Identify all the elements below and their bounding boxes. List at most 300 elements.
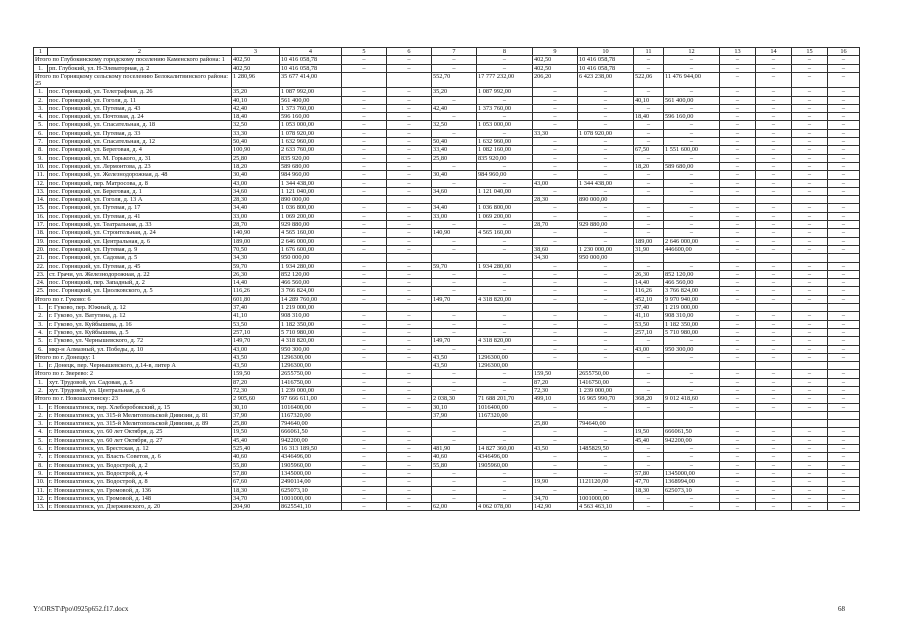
- row-number: 20.: [34, 245, 48, 253]
- value-cell: 1 373 760,00: [477, 104, 533, 112]
- value-cell: –: [828, 469, 860, 477]
- value-cell: –: [828, 221, 860, 229]
- value-cell: 19,50: [232, 428, 280, 436]
- value-cell: –: [432, 386, 477, 394]
- header-cell: 5: [342, 48, 387, 56]
- value-cell: –: [477, 478, 533, 486]
- value-cell: –: [432, 436, 477, 444]
- value-cell: [342, 72, 387, 87]
- value-cell: –: [578, 287, 634, 295]
- value-cell: –: [664, 337, 720, 345]
- value-cell: –: [756, 56, 792, 64]
- row-number: 5.: [34, 337, 48, 345]
- value-cell: –: [387, 395, 432, 403]
- value-cell: –: [387, 162, 432, 170]
- value-cell: –: [756, 370, 792, 378]
- value-cell: –: [578, 453, 634, 461]
- value-cell: –: [756, 245, 792, 253]
- value-cell: 43,00: [232, 179, 280, 187]
- value-cell: –: [387, 113, 432, 121]
- value-cell: –: [634, 64, 664, 72]
- row-number: 11.: [34, 171, 48, 179]
- value-cell: –: [664, 129, 720, 137]
- value-cell: –: [387, 370, 432, 378]
- value-cell: –: [342, 146, 387, 154]
- value-cell: 835 920,00: [280, 154, 342, 162]
- value-cell: –: [477, 270, 533, 278]
- table-row: [34, 362, 860, 370]
- value-cell: 31,90: [634, 245, 664, 253]
- row-number: 18.: [34, 229, 48, 237]
- value-cell: –: [792, 262, 828, 270]
- value-cell: –: [792, 378, 828, 386]
- value-cell: 18,20: [634, 162, 664, 170]
- value-cell: –: [342, 370, 387, 378]
- value-cell: –: [664, 378, 720, 386]
- value-cell: 43,00: [232, 345, 280, 353]
- value-cell: –: [756, 328, 792, 336]
- value-cell: 452,10: [634, 295, 664, 303]
- value-cell: –: [578, 328, 634, 336]
- table-row: [34, 320, 860, 328]
- value-cell: –: [578, 146, 634, 154]
- value-cell: [664, 420, 720, 428]
- value-cell: [720, 362, 756, 370]
- value-cell: 28,70: [533, 221, 578, 229]
- value-cell: –: [477, 469, 533, 477]
- value-cell: –: [533, 312, 578, 320]
- table-row: [34, 503, 860, 511]
- table-row: [34, 304, 860, 312]
- value-cell: –: [720, 395, 756, 403]
- value-cell: –: [792, 96, 828, 104]
- value-cell: –: [828, 237, 860, 245]
- document-sheet: [33, 47, 859, 511]
- value-cell: 28,30: [533, 196, 578, 204]
- value-cell: –: [828, 56, 860, 64]
- value-cell: –: [533, 237, 578, 245]
- value-cell: 1296300,00: [477, 362, 533, 370]
- value-cell: –: [792, 279, 828, 287]
- value-cell: –: [533, 96, 578, 104]
- value-cell: 890 000,00: [578, 196, 634, 204]
- value-cell: 149,70: [432, 295, 477, 303]
- value-cell: –: [342, 353, 387, 361]
- housing-table: [33, 47, 860, 511]
- value-cell: –: [578, 262, 634, 270]
- value-cell: –: [634, 494, 664, 502]
- value-cell: 16 965 990,70: [578, 395, 634, 403]
- value-cell: 950 000,00: [280, 254, 342, 262]
- value-cell: 33,30: [533, 129, 578, 137]
- value-cell: 1 182 350,00: [664, 320, 720, 328]
- value-cell: –: [828, 386, 860, 394]
- value-cell: –: [477, 312, 533, 320]
- value-cell: –: [387, 337, 432, 345]
- value-cell: –: [342, 453, 387, 461]
- value-cell: –: [634, 104, 664, 112]
- value-cell: 204,90: [232, 503, 280, 511]
- value-cell: –: [720, 204, 756, 212]
- value-cell: 257,10: [634, 328, 664, 336]
- value-cell: –: [756, 295, 792, 303]
- value-cell: –: [828, 337, 860, 345]
- value-cell: –: [720, 270, 756, 278]
- value-cell: –: [477, 237, 533, 245]
- value-cell: [387, 72, 432, 87]
- value-cell: 1 239 000,00: [578, 386, 634, 394]
- value-cell: 43,50: [232, 353, 280, 361]
- value-cell: –: [533, 461, 578, 469]
- value-cell: –: [578, 171, 634, 179]
- value-cell: [792, 196, 828, 204]
- value-cell: –: [720, 494, 756, 502]
- value-cell: –: [756, 104, 792, 112]
- value-cell: –: [720, 453, 756, 461]
- value-cell: –: [828, 245, 860, 253]
- value-cell: –: [578, 113, 634, 121]
- value-cell: [756, 411, 792, 419]
- value-cell: –: [828, 138, 860, 146]
- value-cell: –: [792, 221, 828, 229]
- value-cell: 25,80: [232, 420, 280, 428]
- row-number: 9.: [34, 469, 48, 477]
- value-cell: –: [342, 204, 387, 212]
- address-cell: пос. Горняцкий, ул. Путевая, д. 43: [48, 104, 232, 112]
- table-row: [34, 121, 860, 129]
- value-cell: 28,70: [232, 221, 280, 229]
- value-cell: –: [756, 179, 792, 187]
- value-cell: –: [828, 72, 860, 87]
- row-number: 4.: [34, 428, 48, 436]
- header-cell: 16: [828, 48, 860, 56]
- footer-path: Y:\ORST\Ppo\0925p652.f17.docx: [33, 605, 129, 613]
- value-cell: [342, 304, 387, 312]
- value-cell: –: [477, 345, 533, 353]
- value-cell: [432, 254, 477, 262]
- value-cell: –: [578, 279, 634, 287]
- value-cell: 1167320,00: [477, 411, 533, 419]
- value-cell: 41,10: [634, 312, 664, 320]
- table-row: [34, 312, 860, 320]
- row-number: 1.: [34, 64, 48, 72]
- value-cell: –: [720, 179, 756, 187]
- value-cell: [664, 362, 720, 370]
- value-cell: –: [792, 64, 828, 72]
- value-cell: –: [756, 445, 792, 453]
- header-cell: 2: [48, 48, 232, 56]
- value-cell: –: [533, 287, 578, 295]
- value-cell: 596 160,00: [664, 113, 720, 121]
- value-cell: –: [828, 179, 860, 187]
- value-cell: –: [756, 386, 792, 394]
- value-cell: –: [828, 146, 860, 154]
- row-number: 1.: [34, 403, 48, 411]
- value-cell: –: [756, 279, 792, 287]
- row-number: 8.: [34, 146, 48, 154]
- value-cell: 942200,00: [664, 436, 720, 444]
- table-row: [34, 337, 860, 345]
- value-cell: –: [342, 96, 387, 104]
- value-cell: –: [792, 162, 828, 170]
- value-cell: [720, 254, 756, 262]
- value-cell: –: [432, 64, 477, 72]
- value-cell: –: [720, 428, 756, 436]
- row-number: 25.: [34, 287, 48, 295]
- value-cell: 1 087 992,00: [477, 88, 533, 96]
- value-cell: –: [432, 469, 477, 477]
- value-cell: –: [792, 337, 828, 345]
- value-cell: –: [756, 478, 792, 486]
- address-cell: пос. Горняцкий, ул. Гоголя, д. 11: [48, 96, 232, 104]
- subtotal-label: Итого по г. Зверево: 2: [34, 370, 232, 378]
- value-cell: –: [432, 345, 477, 353]
- value-cell: –: [634, 403, 664, 411]
- value-cell: –: [720, 64, 756, 72]
- value-cell: –: [432, 245, 477, 253]
- value-cell: –: [634, 138, 664, 146]
- value-cell: 1 551 600,00: [664, 146, 720, 154]
- value-cell: –: [432, 56, 477, 64]
- value-cell: 1345000,00: [664, 469, 720, 477]
- value-cell: –: [387, 270, 432, 278]
- value-cell: 552,70: [432, 72, 477, 87]
- value-cell: –: [756, 494, 792, 502]
- row-number: 11.: [34, 486, 48, 494]
- table-row: [34, 494, 860, 502]
- value-cell: –: [664, 453, 720, 461]
- value-cell: [387, 420, 432, 428]
- value-cell: –: [342, 129, 387, 137]
- value-cell: 3 766 824,00: [280, 287, 342, 295]
- value-cell: –: [720, 478, 756, 486]
- value-cell: –: [578, 461, 634, 469]
- value-cell: 100,90: [232, 146, 280, 154]
- value-cell: –: [634, 337, 664, 345]
- row-number: 6.: [34, 129, 48, 137]
- value-cell: –: [720, 486, 756, 494]
- value-cell: –: [664, 187, 720, 195]
- address-cell: хут. Трудовой, ул. Центральная, д. 6: [48, 386, 232, 394]
- address-cell: пос. Горняцкий, ул. Береговая, д. 4: [48, 146, 232, 154]
- address-cell: г. Новошахтинск, пер. Хлеборобовский, д. 15: [48, 403, 232, 411]
- value-cell: –: [828, 212, 860, 220]
- value-cell: –: [720, 386, 756, 394]
- value-cell: 1 344 438,00: [280, 179, 342, 187]
- value-cell: –: [342, 179, 387, 187]
- value-cell: –: [387, 129, 432, 137]
- table-row: [34, 436, 860, 444]
- value-cell: 1296300,00: [477, 353, 533, 361]
- value-cell: 1296300,00: [280, 362, 342, 370]
- value-cell: –: [387, 478, 432, 486]
- table-row: [34, 445, 860, 453]
- value-cell: –: [756, 262, 792, 270]
- value-cell: 30,10: [432, 403, 477, 411]
- value-cell: –: [828, 113, 860, 121]
- address-cell: г. Новошахтинск, ул. Власть Советов, д. 6: [48, 453, 232, 461]
- value-cell: –: [634, 503, 664, 511]
- value-cell: –: [387, 503, 432, 511]
- value-cell: –: [578, 469, 634, 477]
- value-cell: –: [387, 378, 432, 386]
- value-cell: 1167320,00: [280, 411, 342, 419]
- address-cell: пос. Горняцкий, ул. Путевая, д. 45: [48, 262, 232, 270]
- value-cell: [578, 304, 634, 312]
- value-cell: 1121120,00: [578, 478, 634, 486]
- value-cell: 33,00: [232, 212, 280, 220]
- value-cell: –: [720, 113, 756, 121]
- value-cell: 26,30: [232, 270, 280, 278]
- value-cell: 34,60: [232, 187, 280, 195]
- value-cell: –: [756, 436, 792, 444]
- value-cell: [342, 196, 387, 204]
- value-cell: 30,10: [232, 403, 280, 411]
- value-cell: –: [578, 229, 634, 237]
- value-cell: –: [828, 345, 860, 353]
- value-cell: 9 970 940,00: [664, 295, 720, 303]
- value-cell: [756, 254, 792, 262]
- value-cell: 17 777 232,00: [477, 72, 533, 87]
- table-row: [34, 154, 860, 162]
- row-number: 19.: [34, 237, 48, 245]
- value-cell: 53,50: [232, 320, 280, 328]
- value-cell: 950 300,00: [664, 345, 720, 353]
- value-cell: –: [432, 279, 477, 287]
- table-row: [34, 270, 860, 278]
- table-row: [34, 386, 860, 394]
- value-cell: 1 121 040,00: [477, 187, 533, 195]
- value-cell: –: [664, 212, 720, 220]
- value-cell: 116,26: [232, 287, 280, 295]
- address-cell: пос. Горняцкий, ул. Садовая, д. 5: [48, 254, 232, 262]
- value-cell: –: [828, 403, 860, 411]
- value-cell: 14 827 360,00: [477, 445, 533, 453]
- value-cell: –: [533, 121, 578, 129]
- value-cell: –: [477, 113, 533, 121]
- value-cell: –: [792, 461, 828, 469]
- value-cell: –: [664, 403, 720, 411]
- value-cell: 4 563 463,10: [578, 503, 634, 511]
- value-cell: –: [432, 494, 477, 502]
- value-cell: –: [720, 403, 756, 411]
- value-cell: –: [432, 96, 477, 104]
- value-cell: –: [477, 64, 533, 72]
- value-cell: 206,20: [533, 72, 578, 87]
- value-cell: –: [634, 88, 664, 96]
- value-cell: –: [720, 295, 756, 303]
- row-number: 3.: [34, 420, 48, 428]
- value-cell: [634, 362, 664, 370]
- value-cell: –: [533, 187, 578, 195]
- header-cell: 6: [387, 48, 432, 56]
- value-cell: –: [828, 295, 860, 303]
- row-number: 6.: [34, 445, 48, 453]
- subtotal-label: Итого по г. Гуково: 6: [34, 295, 232, 303]
- value-cell: –: [477, 245, 533, 253]
- value-cell: 1 053 000,00: [477, 121, 533, 129]
- row-number: 1.: [34, 378, 48, 386]
- value-cell: –: [342, 312, 387, 320]
- value-cell: –: [828, 428, 860, 436]
- value-cell: 55,80: [432, 461, 477, 469]
- value-cell: 43,50: [432, 362, 477, 370]
- value-cell: 1 239 000,00: [280, 386, 342, 394]
- value-cell: –: [387, 88, 432, 96]
- value-cell: [634, 420, 664, 428]
- value-cell: 1368994,00: [664, 478, 720, 486]
- value-cell: –: [828, 279, 860, 287]
- value-cell: –: [342, 378, 387, 386]
- value-cell: –: [756, 154, 792, 162]
- address-cell: пос. Горняцкий, ул. Путевая, д. 41: [48, 212, 232, 220]
- value-cell: 33,00: [432, 212, 477, 220]
- value-cell: 1 230 000,00: [578, 245, 634, 253]
- value-cell: –: [477, 386, 533, 394]
- value-cell: 402,50: [533, 56, 578, 64]
- value-cell: 25,80: [232, 154, 280, 162]
- value-cell: –: [477, 56, 533, 64]
- value-cell: –: [792, 88, 828, 96]
- value-cell: 40,60: [232, 453, 280, 461]
- value-cell: –: [533, 320, 578, 328]
- address-cell: ст. Грачи, ул. Железнодорожная, д. 22: [48, 270, 232, 278]
- value-cell: 561 400,00: [280, 96, 342, 104]
- value-cell: –: [634, 56, 664, 64]
- value-cell: [477, 304, 533, 312]
- value-cell: 4 318 820,00: [477, 337, 533, 345]
- value-cell: –: [792, 445, 828, 453]
- value-cell: –: [477, 494, 533, 502]
- value-cell: [342, 254, 387, 262]
- value-cell: –: [634, 378, 664, 386]
- table-row: [34, 138, 860, 146]
- value-cell: –: [387, 96, 432, 104]
- value-cell: –: [342, 221, 387, 229]
- value-cell: –: [477, 129, 533, 137]
- value-cell: [792, 362, 828, 370]
- value-cell: 34,40: [232, 204, 280, 212]
- value-cell: –: [387, 328, 432, 336]
- value-cell: –: [720, 345, 756, 353]
- value-cell: 19,50: [634, 428, 664, 436]
- value-cell: –: [792, 270, 828, 278]
- value-cell: –: [578, 403, 634, 411]
- subtotal-row: [34, 56, 860, 64]
- value-cell: –: [756, 221, 792, 229]
- value-cell: 42,40: [432, 104, 477, 112]
- address-cell: пос. Горняцкий, ул. Почтовая, д. 24: [48, 113, 232, 121]
- value-cell: –: [342, 320, 387, 328]
- value-cell: –: [792, 237, 828, 245]
- value-cell: 1416750,00: [280, 378, 342, 386]
- table-row: [34, 420, 860, 428]
- value-cell: –: [578, 320, 634, 328]
- row-number: 2.: [34, 312, 48, 320]
- value-cell: –: [756, 88, 792, 96]
- value-cell: [387, 254, 432, 262]
- value-cell: –: [756, 395, 792, 403]
- subtotal-label: Итого по г. Новошахтинску: 23: [34, 395, 232, 403]
- value-cell: –: [533, 204, 578, 212]
- value-cell: 561 400,00: [664, 96, 720, 104]
- value-cell: 1 069 200,00: [280, 212, 342, 220]
- value-cell: 32,50: [432, 121, 477, 129]
- value-cell: –: [756, 162, 792, 170]
- address-cell: пос. Горняцкий, ул. Циолковского, д. 5: [48, 287, 232, 295]
- value-cell: –: [828, 229, 860, 237]
- value-cell: [578, 362, 634, 370]
